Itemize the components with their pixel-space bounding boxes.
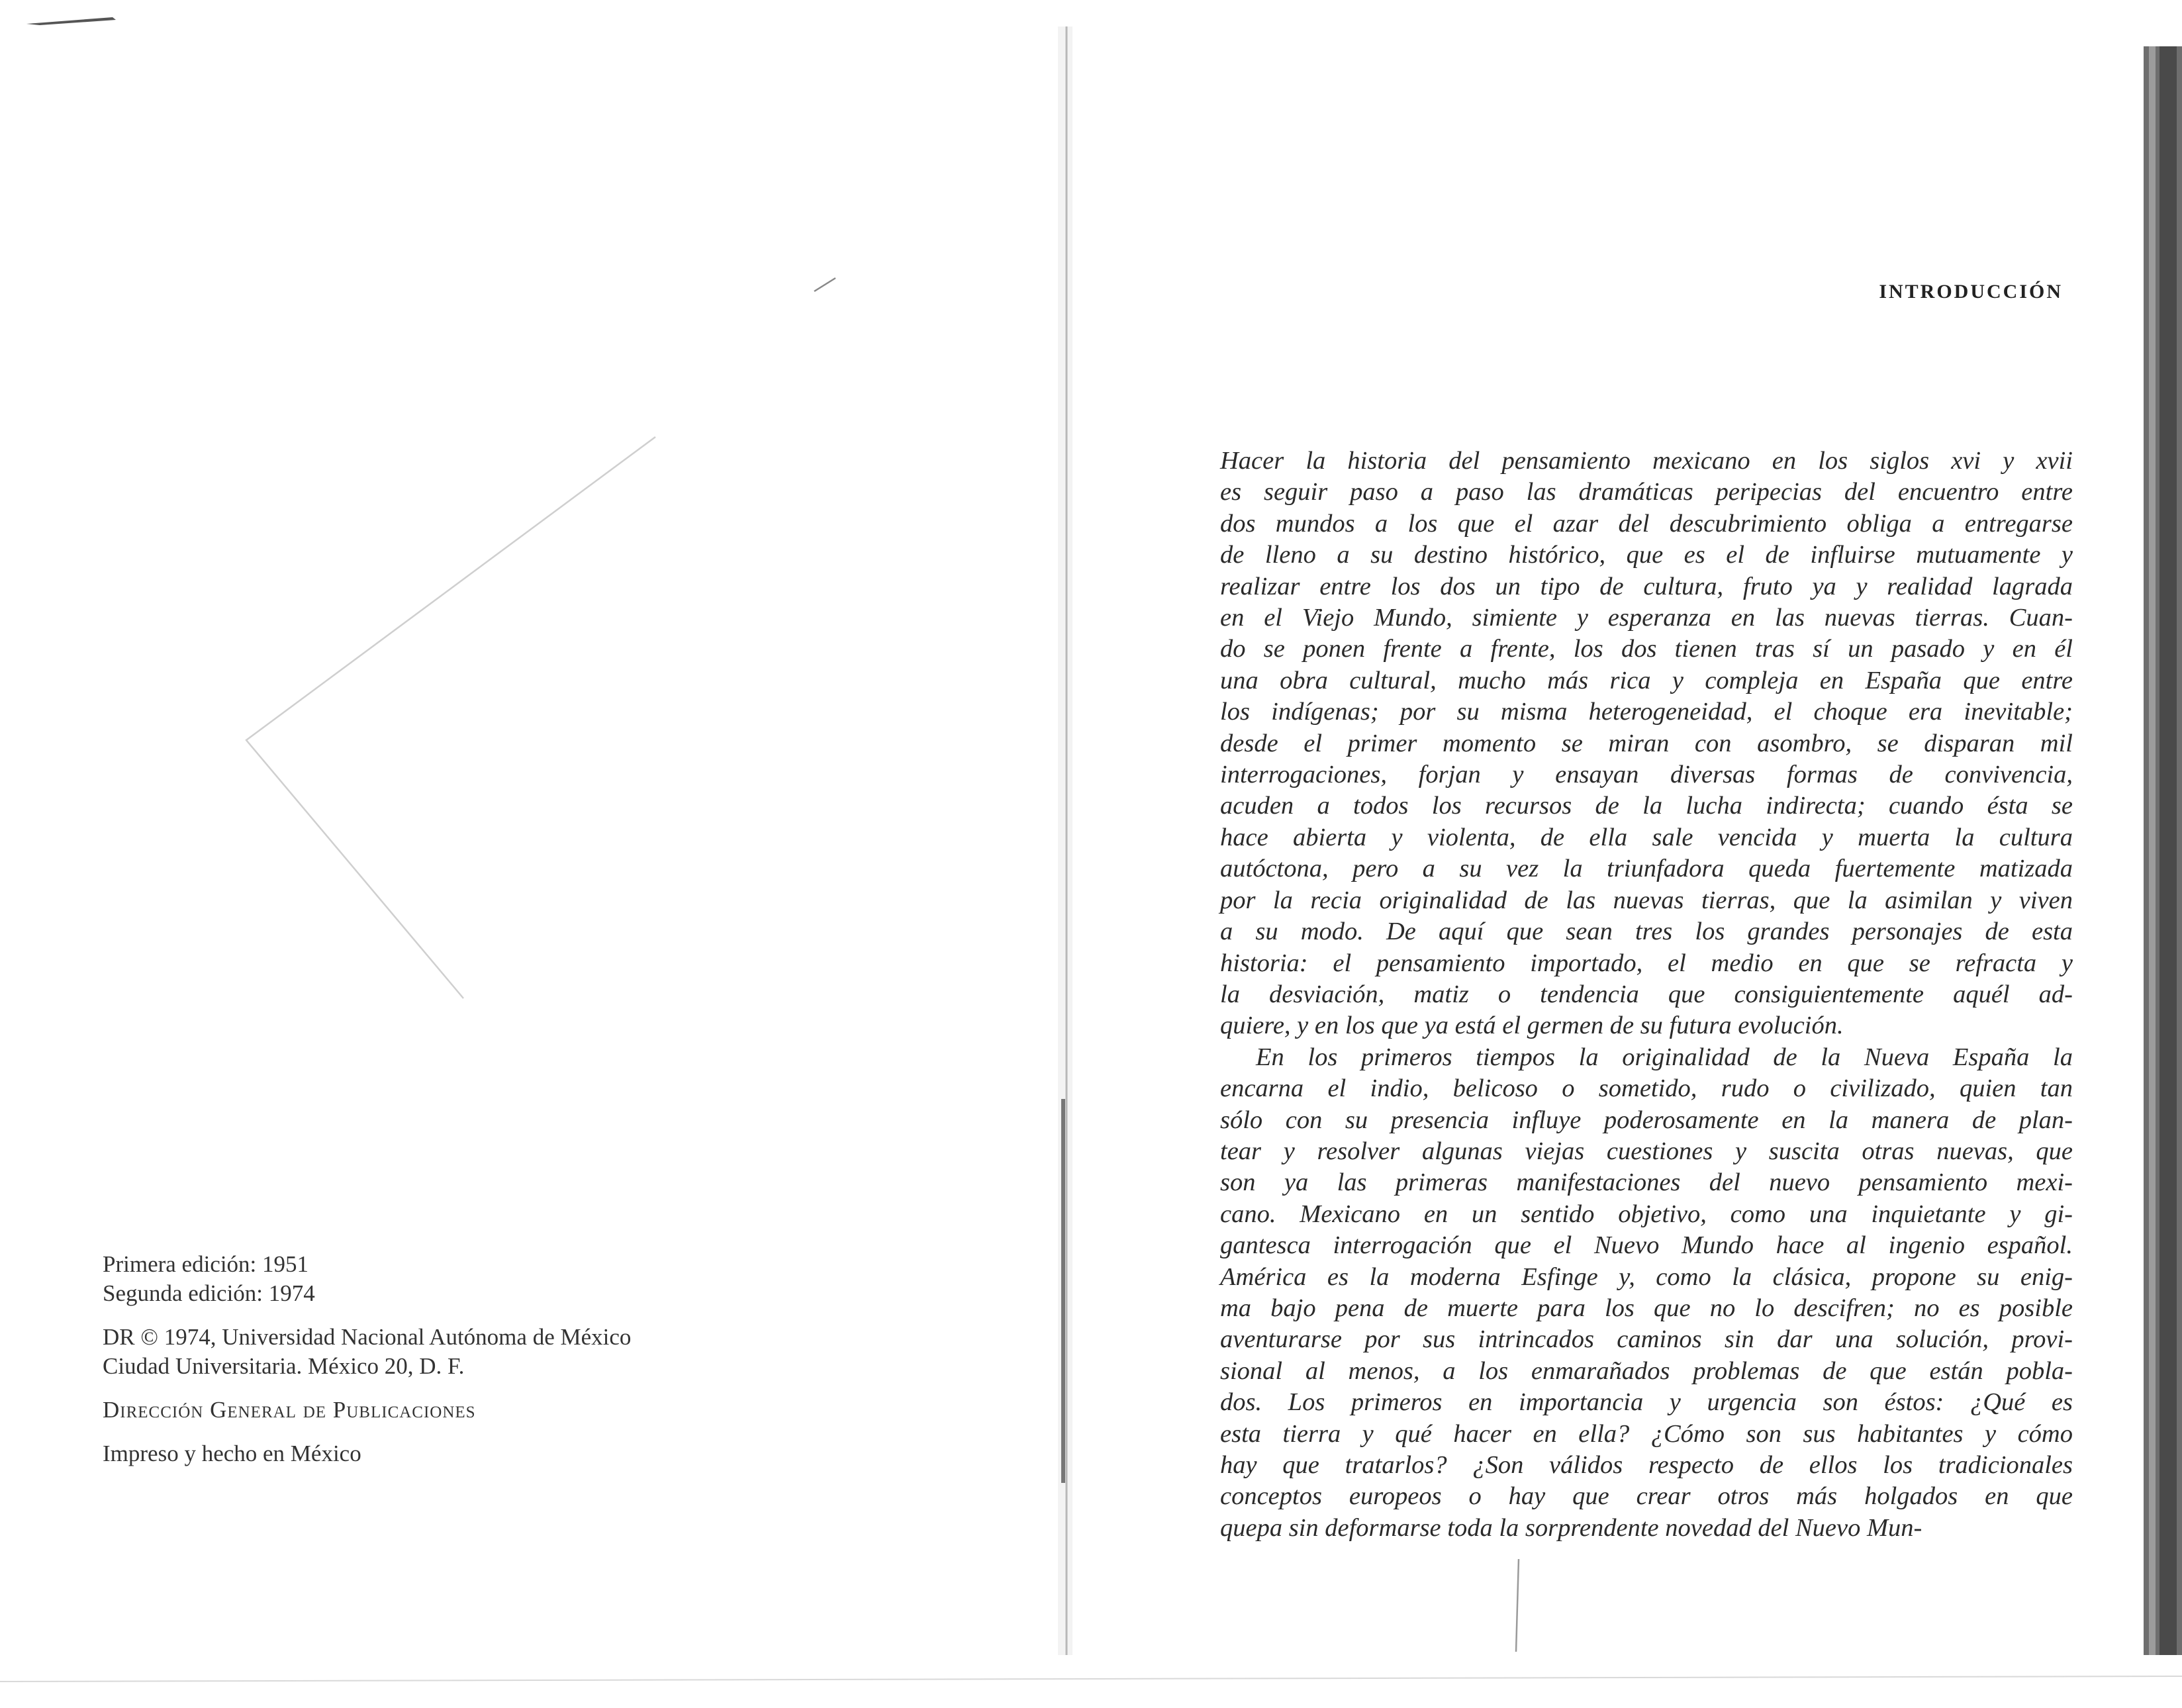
text-line: en el Viejo Mundo, simiente y esperanza en las nuevas tierras. Cuan- [1220,604,2073,632]
text-line: una obra cultural, mucho más rica y compleja en España que entre [1220,666,2073,694]
text-line: sólo con su presencia influye poderosamente en la manera de plan- [1220,1106,2073,1134]
text-line: do se ponen frente a frente, los dos tienen tras sí un pasado y en él [1220,635,2073,663]
text-line: Hacer la historia del pensamiento mexicano en los siglos xvi y xvii [1220,447,2073,475]
text-line: gantesca interrogación que el Nuevo Mundo hace al ingenio español. [1220,1231,2073,1260]
text-line: desde el primer momento se miran con asombro, se disparan mil [1220,729,2073,757]
text-line: sional al menos, a los enmarañados problemas de que están pobla- [1220,1356,2073,1385]
printed-block [103,1439,831,1468]
copyright-line: DR © 1974, Universidad Nacional Autónoma de México [103,1324,632,1350]
text-line: hace abierta y violenta, de ella sale vencida y muerta la cultura [1220,823,2073,851]
running-head: INTRODUCCIÓN [1879,281,2063,303]
text-line: autóctona, pero a su vez la triunfadora queda fuertemente matizada [1220,855,2073,883]
text-line: es seguir paso a paso las dramáticas peripecias del encuentro entre [1220,478,2073,506]
text-line: acuden a todos los recursos de la lucha indirecta; cuando ésta se [1220,792,2073,820]
text-line: quiere, y en los que ya está el germen de su futura evolución. [1220,1012,1844,1040]
text-line: ma bajo pena de muerte para los que no lo descifren; no es posible [1220,1294,2073,1322]
paragraph [1220,1042,2073,1544]
text-line: los indígenas; por su misma heterogeneidad, el choque era inevitable; [1220,698,2073,726]
colophon [103,1250,831,1483]
text-line: En los primeros tiempos la originalidad de la Nueva España la [1256,1043,2073,1071]
text-line: quepa sin deformarse toda la sorprendente novedad del Nuevo Mun- [1220,1513,1922,1542]
publisher-block [103,1396,831,1425]
text-line: dos mundos a los que el azar del descubrimiento obliga a entregarse [1220,509,2073,538]
text-line: son ya las primeras manifestaciones del nuevo pensamiento mexi- [1220,1168,2073,1197]
copyright-block [103,1323,831,1381]
text-line: aventurarse por sus intrincados caminos sin dar una solución, provi- [1220,1325,2073,1354]
text-line: esta tierra y qué hacer en ella? ¿Cómo son sus habitantes y cómo [1220,1419,2073,1448]
text-line: interrogaciones, forjan y ensayan diversas formas de convivencia, [1220,761,2073,789]
text-line: hay que tratarlos? ¿Son válidos respecto de ellos los tradicionales [1220,1451,2073,1479]
text-line: dos. Los primeros en importancia y urgencia son éstos: ¿Qué es [1220,1388,2073,1417]
edition-line: Segunda edición: 1974 [103,1280,315,1306]
text-line: la desviación, matiz o tendencia que consiguientemente aquél ad- [1220,980,2073,1008]
copyright-line: Ciudad Universitaria. México 20, D. F. [103,1353,465,1379]
text-line: conceptos europeos o hay que crear otros más holgados en que [1220,1482,2073,1511]
text-line: cano. Mexicano en un sentido objetivo, como una inquietante y gi- [1220,1200,2073,1228]
text-line: historia: el pensamiento importado, el medio en que se refracta y [1220,949,2073,977]
printed-line: Impreso y hecho en México [103,1441,361,1466]
text-line: a su modo. De aquí que sean tres los grandes personajes de esta [1220,918,2073,946]
text-line: tear y resolver algunas viejas cuestiones y suscita otras nuevas, que [1220,1137,2073,1165]
text-line: de lleno a su destino histórico, que es el de influirse mutuamente y [1220,541,2073,569]
text-line: encarna el indio, belicoso o sometido, rudo o civilizado, quien tan [1220,1074,2073,1103]
edition-line: Primera edición: 1951 [103,1251,309,1277]
text-line: por la recia originalidad de las nuevas tierras, que la asimilan y viven [1220,886,2073,914]
publisher-line: Dirección General de Publicaciones [103,1397,476,1423]
edition-block [103,1250,831,1308]
text-line: realizar entre los dos un tipo de cultura, fruto ya y realidad lagrada [1220,572,2073,600]
left-page [0,0,1067,1708]
text-line: América es la moderna Esfinge y, como la clásica, propone su enig- [1220,1262,2073,1291]
paragraph [1220,446,2073,1042]
body-text [1220,446,2073,1544]
